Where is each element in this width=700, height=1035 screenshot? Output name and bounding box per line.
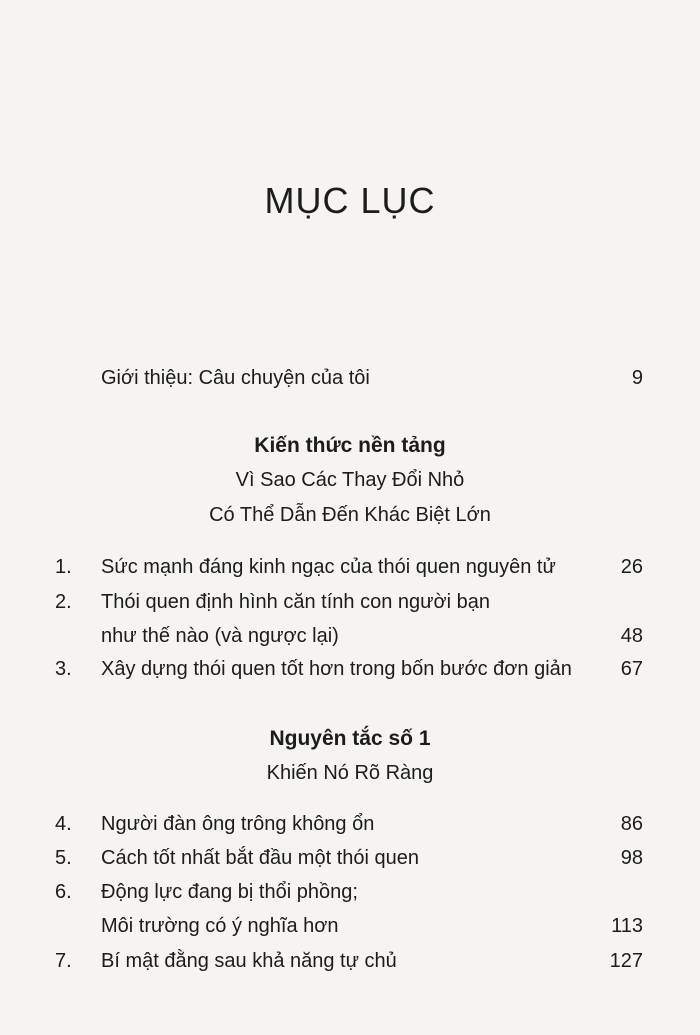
- toc-entry: [0, 808, 700, 840]
- toc-entry-number: 3.: [55, 658, 72, 680]
- toc-entry-number: 7.: [55, 950, 72, 972]
- toc-entry: [0, 586, 700, 618]
- toc-entry-page: 48: [620, 625, 643, 647]
- toc-entry-label: Người đàn ông trông không ổn: [101, 813, 375, 835]
- section-heading: Kiến thức nền tảng: [254, 434, 446, 457]
- toc-entry-number: 1.: [55, 556, 72, 578]
- toc-entry: [0, 945, 700, 977]
- toc-entry-label: Bí mật đằng sau khả năng tự chủ: [101, 950, 397, 972]
- toc-entry-page: 26: [620, 556, 643, 578]
- toc-entry-continuation: [0, 910, 700, 942]
- toc-entry-number: 5.: [55, 847, 72, 869]
- toc-entry-page: 113: [611, 915, 643, 937]
- toc-entry-label: Xây dựng thói quen tốt hơn trong bốn bước đơn giản: [101, 658, 572, 680]
- toc-entry-label: Thói quen định hình căn tính con người bạn: [101, 591, 491, 613]
- toc-entry: [0, 842, 700, 874]
- toc-entry-page: 98: [620, 847, 643, 869]
- toc-entry-page: 67: [620, 658, 643, 680]
- toc-entry: [0, 551, 700, 583]
- section-subtitle-line: Vì Sao Các Thay Đổi Nhỏ: [235, 469, 465, 491]
- toc-entry-number: 2.: [55, 591, 72, 613]
- toc-entry: [0, 876, 700, 908]
- toc-entry-continuation: [0, 620, 700, 652]
- toc-entry-intro: [0, 362, 700, 394]
- page-title: MỤC LỤC: [264, 180, 436, 221]
- toc-entry-label: Cách tốt nhất bắt đầu một thói quen: [101, 847, 419, 869]
- toc-entry-number: 4.: [55, 813, 72, 835]
- toc-entry-page: 86: [620, 813, 643, 835]
- section-heading: Nguyên tắc số 1: [269, 727, 431, 750]
- toc-entry-label: Giới thiệu: Câu chuyện của tôi: [101, 367, 370, 389]
- section-subtitle-line: Có Thể Dẫn Đến Khác Biệt Lớn: [209, 504, 491, 526]
- toc-entry-label: Môi trường có ý nghĩa hơn: [101, 915, 339, 937]
- toc-entry-label: Sức mạnh đáng kinh ngạc của thói quen nguyên tử: [101, 556, 556, 578]
- toc-entry: [0, 653, 700, 685]
- toc-entry-number: 6.: [55, 881, 72, 903]
- toc-entry-label: Động lực đang bị thổi phồng;: [101, 881, 358, 903]
- toc-entry-page: 9: [631, 367, 643, 389]
- section-subtitle-line: Khiến Nó Rõ Ràng: [266, 762, 434, 784]
- toc-entry-label: như thế nào (và ngược lại): [101, 625, 339, 647]
- toc-entry-page: 127: [609, 950, 643, 972]
